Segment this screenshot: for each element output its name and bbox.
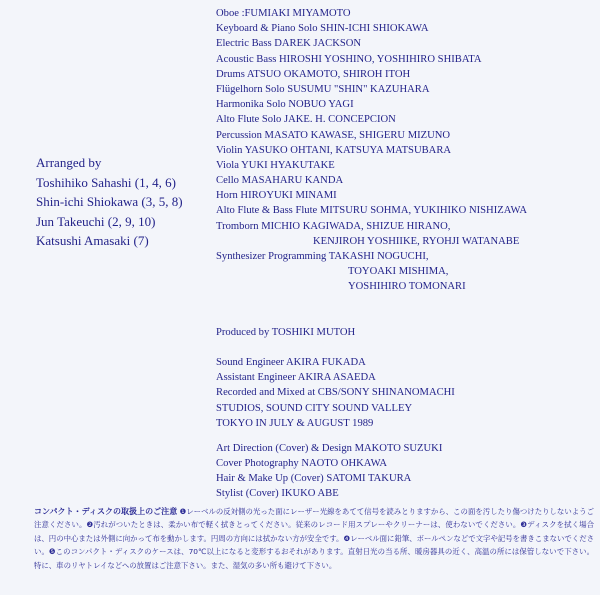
design-line: Hair & Make Up (Cover) SATOMI TAKURA xyxy=(216,473,412,485)
engineering-line: Sound Engineer AKIRA FUKADA xyxy=(216,356,366,368)
credit-line-continued: YOSHIHIRO TOMONARI xyxy=(348,281,466,293)
arranger-name: Toshihiko Sahashi (1, 4, 6) xyxy=(36,174,176,190)
design-line: Stylist (Cover) IKUKO ABE xyxy=(216,488,339,500)
arranger-name: Shin-ichi Shiokawa (3, 5, 8) xyxy=(36,194,183,209)
arranged-heading: Arranged by xyxy=(36,155,102,170)
credit-line: Synthesizer Programming TAKASHI NOGUCHI, xyxy=(216,251,429,262)
arranged-by-block xyxy=(36,153,183,251)
engineering-line: Assistant Engineer AKIRA ASAEDA xyxy=(216,372,376,384)
credit-line: Flügelhorn Solo SUSUMU "SHIN" KAZUHARA xyxy=(216,83,430,95)
credits-list xyxy=(216,6,596,502)
credit-line: Viola YUKI HYAKUTAKE xyxy=(216,159,335,171)
credit-line: Electric Bass DAREK JACKSON xyxy=(216,38,362,50)
credit-line: Violin YASUKO OHTANI, KATSUYA MATSUBARA xyxy=(216,144,452,156)
credit-line: Harmonika Solo NOBUO YAGI xyxy=(216,99,354,111)
credit-line: Acoustic Bass HIROSHI YOSHINO, YOSHIHIRO SHIBATA xyxy=(216,53,482,65)
design-line: Cover Photography NAOTO OHKAWA xyxy=(216,458,388,470)
arranger-name: Jun Takeuchi (2, 9, 10) xyxy=(36,213,156,229)
credit-line: Tromborn MICHIO KAGIWADA, SHIZUE HIRANO, xyxy=(216,220,451,232)
credit-line: Horn HIROYUKI MINAMI xyxy=(216,190,337,202)
engineering-line: Recorded and Mixed at CBS/SONY SHINANOMACHI xyxy=(216,387,455,399)
engineering-line: TOKYO IN JULY & AUGUST 1989 xyxy=(216,417,374,429)
credit-line: Alto Flute Solo JAKE. H. CONCEPCION xyxy=(216,114,396,126)
credit-line-continued: TOYOAKI MISHIMA, xyxy=(348,266,449,278)
engineering-line: STUDIOS, SOUND CITY SOUND VALLEY xyxy=(216,402,413,414)
cd-handling-notice xyxy=(34,505,594,572)
notice-title: コンパクト・ディスクの取扱上のご注意 xyxy=(34,507,178,516)
credit-line: Oboe :FUMIAKI MIYAMOTO xyxy=(216,8,351,19)
credit-line: Alto Flute & Bass Flute MITSURU SOHMA, YUKIHIKO NISHIZAWA xyxy=(216,205,527,217)
credit-line: Cello MASAHARU KANDA xyxy=(216,175,344,187)
notice-body: ❶レーベルの反対側の光った面にレーザー光線をあてて信号を読みとりますから、この面を汚したり傷つけたりしないようご注意ください。❷汚れがついたときは、柔かい布で軽く拭きとってください。従来のレコード用スプレーやクリーナーは、使わないでください。❸ディスクを拭く場合は、円の中心または外側に向かって布を動かします。円周の方向には拭かない方が安全です。❹レーベル面に鉛筆、ボールペンなどで文字や記号を書きこまないでください。❺このコンパクト・ディスクのケースは、70℃以上になると変形するおそれがあります。直射日光の当る所、暖房器具の近く、高温の所には保管しないで下さい。特に、車のリヤトレイなどへの放置はご注意下さい。また、湿気の多い所も避けて下さい。 xyxy=(34,507,594,570)
design-line: Art Direction (Cover) & Design MAKOTO SUZUKI xyxy=(216,442,443,454)
credit-line: Keyboard & Piano Solo SHIN-ICHI SHIOKAWA xyxy=(216,23,429,35)
notice-paragraph xyxy=(34,505,594,572)
arranger-name: Katsushi Amasaki (7) xyxy=(36,233,149,248)
credit-line: Drums ATSUO OKAMOTO, SHIROH ITOH xyxy=(216,68,411,80)
credit-line-continued: KENJIROH YOSHIIKE, RYOHJI WATANABE xyxy=(313,235,520,247)
credit-line: Percussion MASATO KAWASE, SHIGERU MIZUNO xyxy=(216,129,451,141)
producer-credit: Produced by TOSHIKI MUTOH xyxy=(216,326,356,338)
